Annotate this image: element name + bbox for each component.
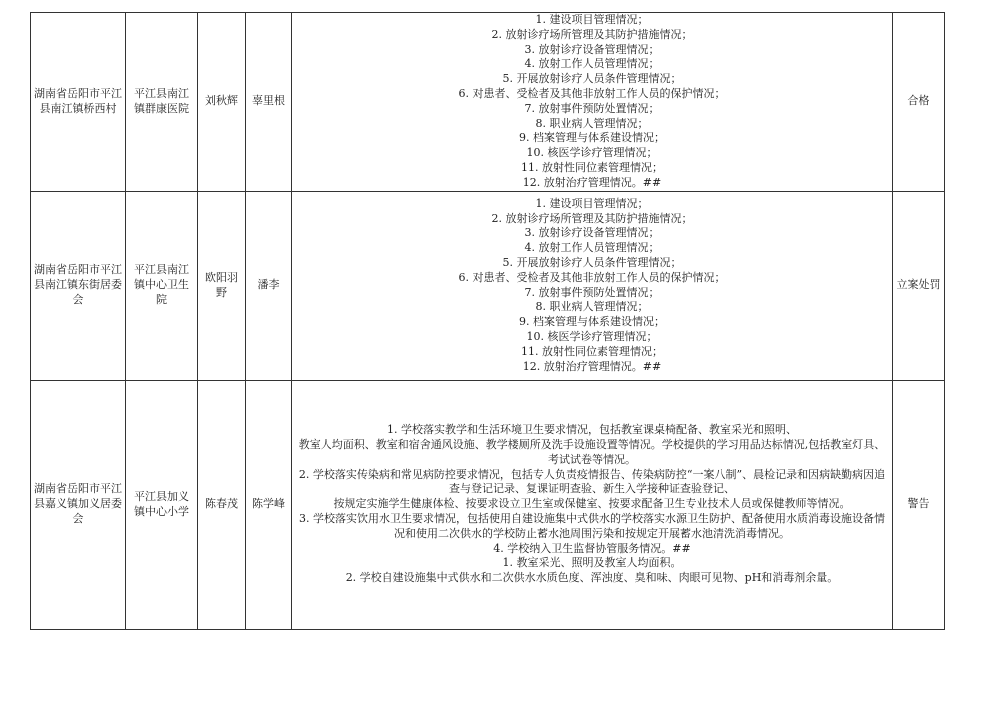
inspection-item: 12. 放射治疗管理情况。##: [522, 175, 662, 189]
location-cell: 湖南省岳阳市平江县嘉义镇加义居委会: [31, 380, 126, 629]
table-row: [31, 13, 945, 192]
inspection-item: 7. 放射事件预防处置情况；: [524, 101, 660, 115]
inspection-item: 1. 教室采光、照明及教室人均面积。: [502, 556, 682, 570]
table-row: [31, 191, 945, 380]
inspection-item: 按规定实施学生健康体检、按要求设立卫生室或保健室、按要求配备卫生专业技术人员或保健教师等情况。: [333, 497, 851, 511]
result-cell: 立案处罚: [893, 191, 945, 380]
inspection-records-table: [30, 12, 945, 630]
inspection-item: 6. 对患者、受检者及其他非放射工作人员的保护情况；: [458, 270, 726, 284]
inspector-cell: 陈春茂: [198, 380, 246, 629]
inspection-items-cell: [292, 191, 893, 380]
inspection-item: 3. 学校落实饮用水卫生要求情况，包括使用自建设施集中式供水的学校落实水源卫生防护、配备使用水质消毒设施设备情况和使用二次供水的学校防止蓄水池周围污染和按规定开展蓄水池清洗消毒情况。: [299, 511, 885, 540]
inspection-item: 11. 放射性同位素管理情况；: [521, 160, 663, 174]
inspection-sheet: [30, 12, 945, 630]
inspector-cell: 陈学峰: [246, 380, 292, 629]
inspector-cell: 欧阳羽野: [198, 191, 246, 380]
inspector-cell: 辜里根: [246, 13, 292, 192]
inspection-item: 5. 开展放射诊疗人员条件管理情况；: [502, 255, 682, 269]
inspection-item: 8. 职业病人管理情况；: [535, 300, 649, 314]
inspection-item: 7. 放射事件预防处置情况；: [524, 285, 660, 299]
inspection-item: 4. 放射工作人员管理情况；: [524, 241, 660, 255]
inspection-item: 2. 放射诊疗场所管理及其防护措施情况；: [491, 27, 693, 41]
inspection-items-cell: [292, 380, 893, 629]
inspector-cell: 潘李: [246, 191, 292, 380]
unit-cell: 平江县加义镇中心小学: [126, 380, 198, 629]
result-cell: 合格: [893, 13, 945, 192]
inspection-item: 11. 放射性同位素管理情况；: [521, 344, 663, 358]
inspection-item: 12. 放射治疗管理情况。##: [522, 359, 662, 373]
location-cell: 湖南省岳阳市平江县南江镇桥西村: [31, 13, 126, 192]
inspection-item: 10. 核医学诊疗管理情况；: [526, 329, 658, 343]
inspection-item: 3. 放射诊疗设备管理情况；: [524, 42, 660, 56]
inspection-item: 8. 职业病人管理情况；: [535, 116, 649, 130]
table-row: [31, 380, 945, 629]
inspection-item: 2. 学校落实传染病和常见病防控要求情况，包括专人负责疫情报告、传染病防控“一案八制”、晨检记录和因病缺勤病因追查与登记记录、复课证明查验、新生入学接种证查验登记、: [298, 467, 886, 496]
result-cell: 警告: [893, 380, 945, 629]
inspection-item: 1. 建设项目管理情况；: [535, 13, 649, 26]
inspection-item: 9. 档案管理与体系建设情况；: [519, 315, 665, 329]
inspection-item: 3. 放射诊疗设备管理情况；: [524, 226, 660, 240]
inspection-item: 1. 建设项目管理情况；: [535, 196, 649, 210]
inspection-item: 4. 放射工作人员管理情况；: [524, 57, 660, 71]
inspection-item: 5. 开展放射诊疗人员条件管理情况；: [502, 72, 682, 86]
inspection-item: 2. 学校自建设施集中式供水和二次供水水质色度、浑浊度、臭和味、肉眼可见物、pH和消毒剂余量。: [345, 571, 839, 585]
inspection-items-cell: [292, 13, 893, 192]
inspection-item: 4. 学校纳入卫生监督协管服务情况。##: [493, 541, 691, 555]
inspection-item: 2. 放射诊疗场所管理及其防护措施情况；: [491, 211, 693, 225]
inspector-cell: 刘秋辉: [198, 13, 246, 192]
inspection-item: 教室人均面积、教室和宿舍通风设施、教学楼厕所及洗手设施设置等情况。学校提供的学习用品达标情况,包括教室灯具、考试试卷等情况。: [298, 437, 886, 466]
unit-cell: 平江县南江镇中心卫生院: [126, 191, 198, 380]
unit-cell: 平江县南江镇群康医院: [126, 13, 198, 192]
inspection-item: 10. 核医学诊疗管理情况；: [526, 146, 658, 160]
location-cell: 湖南省岳阳市平江县南江镇东街居委会: [31, 191, 126, 380]
inspection-item: 9. 档案管理与体系建设情况；: [519, 131, 665, 145]
inspection-item: 1. 学校落实教学和生活环境卫生要求情况，包括教室课桌椅配备、教室采光和照明、: [387, 423, 797, 437]
inspection-item: 6. 对患者、受检者及其他非放射工作人员的保护情况；: [458, 86, 726, 100]
